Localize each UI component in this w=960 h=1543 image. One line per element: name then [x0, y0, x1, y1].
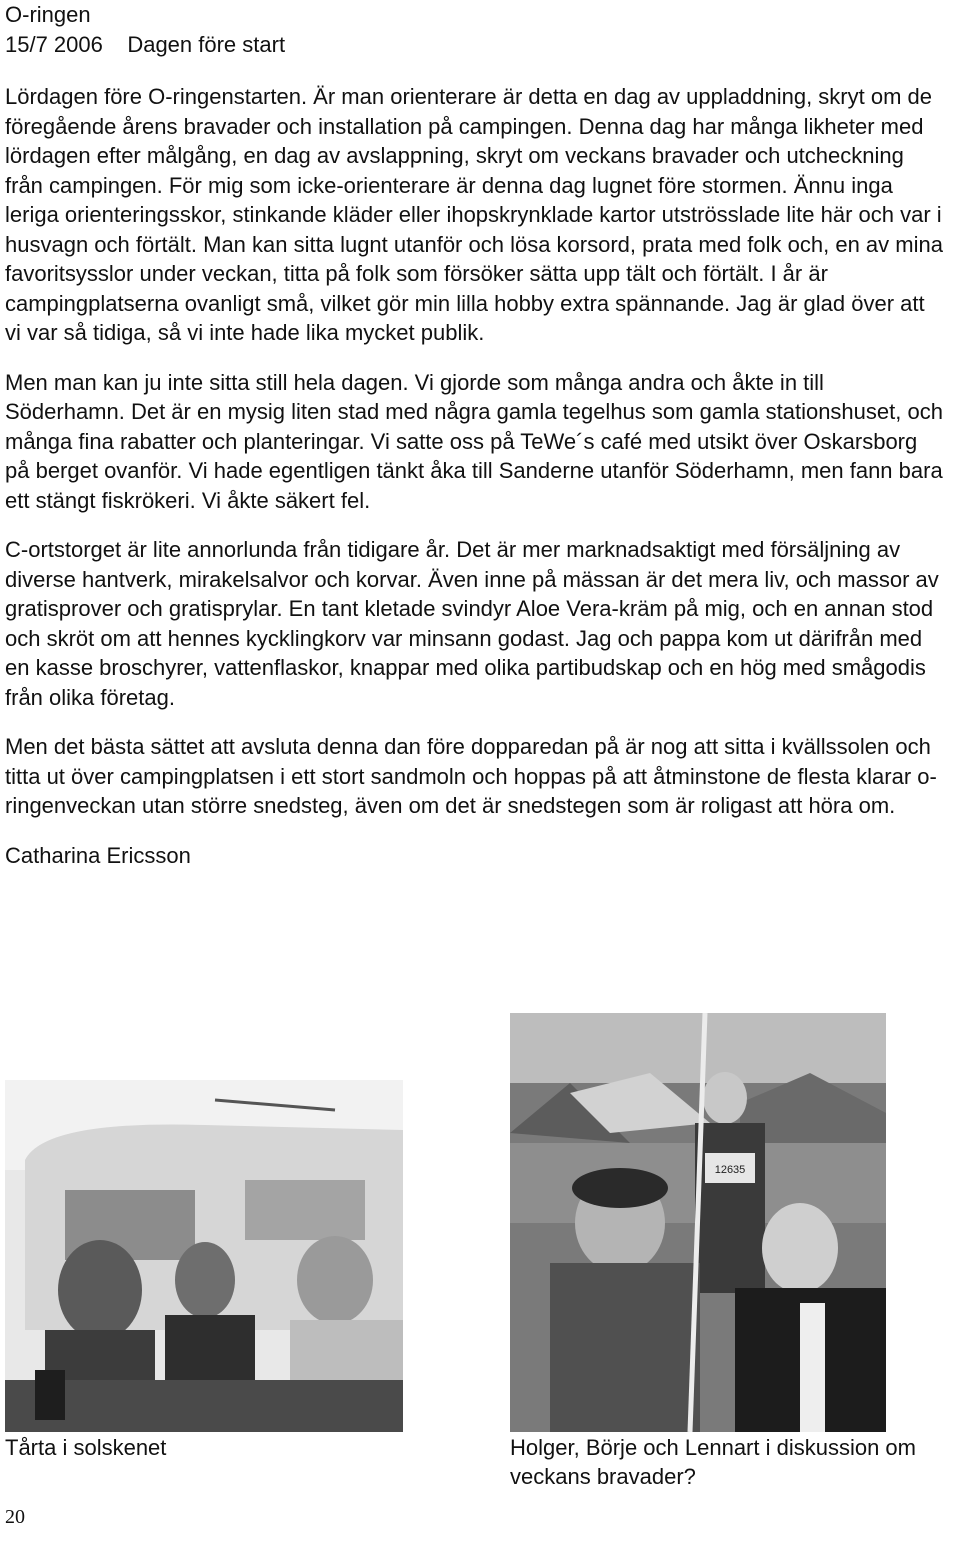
bib-number: 12635 — [714, 1164, 746, 1176]
article-body — [5, 82, 945, 890]
article-title: O-ringen — [5, 2, 91, 27]
paragraph-3: C-ortstorget är lite annorlunda från tidigare år. Det är mer marknadsaktigt med försäljning av diverse hantverk, mirakelsalvor och korvar. Även inne på mässan är det mera liv, och massor av gratisprover och gratisprylar. En tant kletade svindyr Aloe Vera-kräm på mig, och en annan stod och skröt om att hennes kycklingkorv var minsann godast. Jag och pappa kom ut därifrån med en kasse broschyrer, vattenflaskor, knappar med olika partibudskap och en hög med smågodis från olika företag. — [5, 537, 939, 710]
paragraph-2: Men man kan ju inte sitta still hela dagen. Vi gjorde som många andra och åkte in till Söderhamn. Det är en mysig liten stad med några gamla tegelhus som gamla stationshuset, och många fina rabatter och planteringar. Vi satte oss på TeWe´s café med utsikt över Oskarsborg på berget ovanför. Vi hade egentligen tänkt åka till Sanderne utanför Söderhamn, men fann bara ett stängt fiskrökeri. Vi åkte säkert fel. — [5, 369, 943, 513]
photo-camping-table-image — [5, 1080, 403, 1432]
photo-men-discussion-image — [510, 1013, 886, 1432]
photo-men-discussion — [510, 1013, 886, 1432]
article-header — [5, 0, 285, 60]
article-dateline: 15/7 2006 Dagen före start — [5, 32, 286, 57]
photo-camping-table — [5, 1080, 403, 1432]
photo-caption-left: Tårta i solskenet — [5, 1435, 167, 1460]
paragraph-4: Men det bästa sättet att avsluta denna dan före dopparedan på är nog att sitta i kvällssolen och titta ut över campingplatsen i ett stort sandmoln och hoppas på att åtminstone de flesta klarar o-ringenveckan utan större snedsteg, även om det är snedstegen som är roligast att höra om. — [5, 734, 937, 818]
photo-caption-right: Holger, Börje och Lennart i diskussion om veckans bravader? — [510, 1435, 916, 1489]
paragraph-1: Lördagen före O-ringenstarten. Är man orienterare är detta en dag av uppladdning, skryt om de föregående årens bravader och installation på campingen. Denna dag har många likheter med lördagen efter målgång, en dag av avslappning, skryt om veckans bravader och utcheckning från campingen. För mig som icke-orienterare är denna dag lugnet före stormen. Ännu inga leriga orienteringsskor, stinkande kläder eller ihopskrynklade kartor utströsslade lite här och var i husvagn och förtält. Man kan sitta lugnt utanför och lösa korsord, prata med folk och, en av mina favoritsysslor under veckan, titta på folk som försöker sätta upp tält och förtält. I år är campingplatserna ovanligt små, vilket gör min lilla hobby extra spännande. Jag är glad över att vi var så tidiga, så vi inte hade lika mycket publik. — [5, 84, 943, 345]
author-signature: Catharina Ericsson — [5, 842, 191, 868]
page-number: 20 — [5, 1506, 25, 1528]
